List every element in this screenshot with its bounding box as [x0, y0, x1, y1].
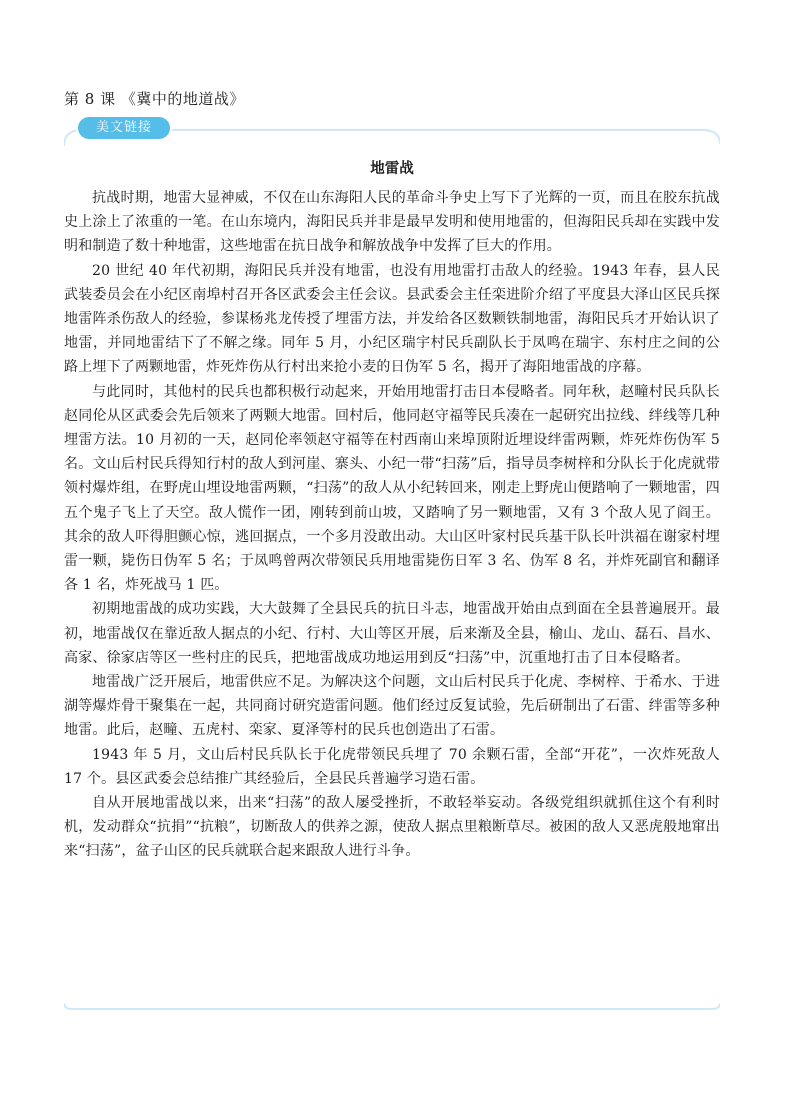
section-badge: 美文链接: [78, 117, 170, 139]
article-paragraph-3: 与此同时，其他村的民兵也都积极行动起来，开始用地雷打击日本侵略者。同年秋，赵疃村民兵队长赵同伦从区武委会先后领来了两颗大地雷。回村后，他同赵守福等民兵凑在一起研究出拉线、绊线等几种埋雷方法。10 月初的一天，赵同伦率领赵守福等在村西南山来埠顶附近埋设绊雷两颗，炸死炸伤伪军 5 名。文山后村民兵得知行村的敌人到河崖、寨头、小纪一带“扫荡”后，指导员李树梓和分队长于化虎就带领村爆炸组，在野虎山埋设地雷两颗，“扫荡”的敌人从小纪转回来，刚走上野虎山便踏响了一颗地雷，四五个鬼子飞上了天空。敌人慌作一团，刚转到前山坡，又踏响了另一颗地雷，又有 3 个敌人见了阎王。其余的敌人吓得胆颤心惊，逃回据点，一个多月没敢出动。大山区叶家村民兵基干队长叶洪福在谢家村埋雷一颗，毙伤日伪军 5 名；于凤鸣曾两次带领民兵用地雷毙伤日军 3 名、伪军 8 名，并炸死副官和翻译各 1 名，炸死战马 1 匹。: [64, 383, 720, 594]
lesson-title: 第 8 课 《冀中的地道战》: [64, 90, 245, 108]
article-paragraph-5: 地雷战广泛开展后，地雷供应不足。为解决这个问题，文山后村民兵于化虎、李树梓、于希水、于进湖等爆炸骨干聚集在一起，共同商讨研究造雷问题。他们经过反复试验，先后研制出了石雷、绊雷等多种地雷。此后，赵疃、五虎村、栾家、夏泽等村的民兵也创造出了石雷。: [64, 674, 720, 739]
article-paragraph-1: 抗战时期，地雷大显神威，不仅在山东海阳人民的革命斗争史上写下了光辉的一页，而且在胶东抗战史上涂上了浓重的一笔。在山东境内，海阳民兵并非是最早发明和使用地雷的，但海阳民兵却在实践中发明和制造了数十种地雷，这些地雷在抗日战争和解放战争中发挥了巨大的作用。: [64, 190, 720, 255]
article-paragraph-6: 1943 年 5 月，文山后村民兵队长于化虎带领民兵埋了 70 余颗石雷，全部“开花”，一次炸死敌人 17 个。县区武委会总结推广其经验后，全县民兵普遍学习造石雷。: [64, 746, 720, 787]
section-footer-line: [64, 996, 720, 1004]
article-paragraph-7: 自从开展地雷战以来，出来“扫荡”的敌人屡受挫折，不敢轻举妄动。各级党组织就抓住这个有利时机，发动群众“抗捐”“抗粮”，切断敌人的供养之源，使敌人据点里粮断草尽。被困的敌人又恶虎般地窜出来“扫荡”，盆子山区的民兵就联合起来跟敌人进行斗争。: [64, 795, 720, 860]
article-title: 地雷战: [370, 160, 414, 177]
article-paragraph-4: 初期地雷战的成功实践，大大鼓舞了全县民兵的抗日斗志，地雷战开始由点到面在全县普遍展开。最初，地雷战仅在靠近敌人据点的小纪、行村、大山等区开展，后来渐及全县，榆山、龙山、磊石、昌水、高家、徐家店等区一些村庄的民兵，把地雷战成功地运用到反“扫荡”中，沉重地打击了日本侵略者。: [64, 601, 720, 666]
article: [64, 158, 720, 864]
article-paragraph-2: 20 世纪 40 年代初期，海阳民兵并没有地雷，也没有用地雷打击敌人的经验。1943 年春，县人民武装委员会在小纪区南埠村召开各区武委会主任会议。县武委会主任栾进阶介绍了平度县大泽山区民兵探地雷阵杀伤敌人的经验，参谋杨兆龙传授了埋雷方法，并发给各区数颗铁制地雷，海阳民兵才开始认识了地雷，并同地雷结下了不解之缘。同年 5 月，小纪区瑞宇村民兵副队长于凤鸣在瑞宇、东村庄之间的公路上埋下了两颗地雷，炸死炸伤从行村出来抢小麦的日伪军 5 名，揭开了海阳地雷战的序幕。: [64, 262, 720, 376]
